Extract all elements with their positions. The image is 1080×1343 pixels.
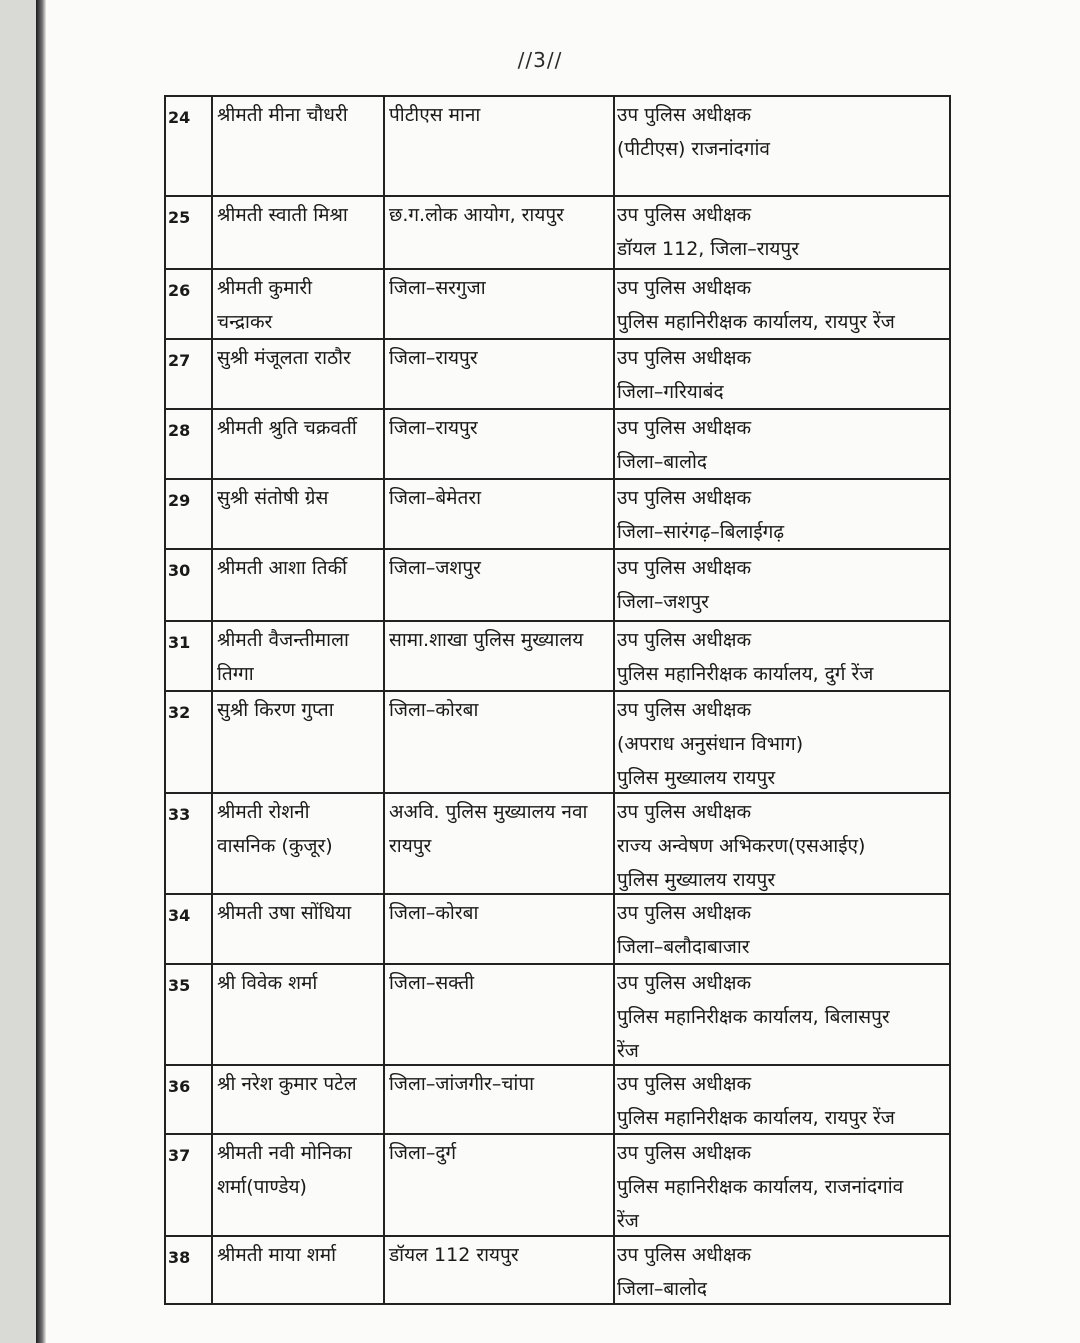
officer-name-line: श्रीमती उषा सोंधिया: [217, 902, 352, 924]
new-posting-line: उप पुलिस अधीक्षक: [617, 699, 752, 721]
new-posting: [615, 548, 950, 620]
current-posting-line: जिला–रायपुर: [389, 347, 478, 369]
current-posting-line: डॉयल 112 रायपुर: [389, 1244, 519, 1266]
current-posting: [385, 1235, 613, 1303]
table-rule: [164, 338, 951, 340]
table-rule: [164, 1064, 951, 1066]
table-row: [0, 1133, 1080, 1235]
officer-name: [213, 338, 383, 408]
serial-number: 36: [168, 1077, 191, 1096]
table-row: [0, 338, 1080, 408]
officer-name-line: शर्मा(पाण्डेय): [217, 1176, 307, 1198]
officer-name: [213, 1064, 383, 1133]
new-posting-line: उप पुलिस अधीक्षक: [617, 629, 752, 651]
officer-name: [213, 963, 383, 1064]
table-row: [0, 195, 1080, 268]
new-posting: [615, 893, 950, 963]
serial-number: 37: [168, 1146, 191, 1165]
current-posting-line: रायपुर: [389, 835, 432, 857]
table-rule: [164, 690, 951, 692]
table-column-rule: [164, 95, 166, 1305]
officer-name-line: सुश्री संतोषी ग्रेस: [217, 487, 329, 509]
new-posting-line: उप पुलिस अधीक्षक: [617, 347, 752, 369]
new-posting-line: (अपराध अनुसंधान विभाग): [617, 733, 804, 755]
new-posting-line: पुलिस महानिरीक्षक कार्यालय, रायपुर रेंज: [617, 1107, 895, 1129]
officer-name-line: श्रीमती स्वाती मिश्रा: [217, 204, 348, 226]
current-posting-line: जिला–सक्ती: [389, 972, 475, 994]
serial-number: 34: [168, 906, 191, 925]
serial-number: 24: [168, 108, 191, 127]
table-row: [0, 893, 1080, 963]
serial-number: 25: [168, 208, 191, 227]
new-posting-line: उप पुलिस अधीक्षक: [617, 1073, 752, 1095]
table-rule: [164, 963, 951, 965]
current-posting: [385, 690, 613, 792]
officer-name: [213, 1235, 383, 1303]
new-posting-line: (पीटीएस) राजनांदगांव: [617, 138, 770, 160]
officer-name-line: श्री नरेश कुमार पटेल: [217, 1073, 357, 1095]
officer-name-line: चन्द्राकर: [217, 311, 273, 333]
table-column-rule: [949, 95, 951, 1305]
current-posting-line: जिला–कोरबा: [389, 902, 479, 924]
table-row: [0, 963, 1080, 1064]
officer-name-line: वासनिक (कुजूर): [217, 835, 333, 857]
table-row: [0, 268, 1080, 338]
officer-name: [213, 620, 383, 690]
current-posting-line: सामा.शाखा पुलिस मुख्यालय: [389, 629, 584, 651]
new-posting-line: उप पुलिस अधीक्षक: [617, 1244, 752, 1266]
new-posting-line: उप पुलिस अधीक्षक: [617, 972, 752, 994]
table-row: [0, 792, 1080, 893]
new-posting-line: उप पुलिस अधीक्षक: [617, 902, 752, 924]
officer-name-line: श्रीमती कुमारी: [217, 277, 313, 299]
new-posting: [615, 1064, 950, 1133]
new-posting-line: पुलिस मुख्यालय रायपुर: [617, 767, 776, 789]
officer-name-line: श्रीमती आशा तिर्की: [217, 557, 348, 579]
current-posting: [385, 893, 613, 963]
officer-name-line: श्रीमती माया शर्मा: [217, 1244, 336, 1266]
serial-number: 27: [168, 351, 191, 370]
table-rule: [164, 1133, 951, 1135]
serial-number: 35: [168, 976, 191, 995]
current-posting-line: जिला–जशपुर: [389, 557, 481, 579]
serial-number: 30: [168, 561, 191, 580]
new-posting: [615, 1133, 950, 1235]
current-posting: [385, 620, 613, 690]
new-posting: [615, 478, 950, 548]
table-rule: [164, 478, 951, 480]
table-column-rule: [211, 95, 213, 1305]
new-posting-line: पुलिस महानिरीक्षक कार्यालय, राजनांदगांव: [617, 1176, 904, 1198]
current-posting: [385, 268, 613, 338]
officer-name: [213, 893, 383, 963]
table-row: [0, 1064, 1080, 1133]
new-posting-line: पुलिस महानिरीक्षक कार्यालय, रायपुर रेंज: [617, 311, 895, 333]
officer-name: [213, 408, 383, 478]
new-posting-line: राज्य अन्वेषण अभिकरण(एसआईए): [617, 835, 866, 857]
table-rule: [164, 408, 951, 410]
current-posting: [385, 95, 613, 195]
table-rule: [164, 548, 951, 550]
serial-number: 28: [168, 421, 191, 440]
table-rule: [164, 1235, 951, 1237]
current-posting: [385, 548, 613, 620]
new-posting-line: रेंज: [617, 1210, 639, 1232]
new-posting-line: पुलिस महानिरीक्षक कार्यालय, बिलासपुर: [617, 1006, 890, 1028]
table-rule: [164, 95, 951, 97]
page-number: //3//: [517, 48, 563, 72]
officer-name: [213, 690, 383, 792]
new-posting: [615, 963, 950, 1064]
current-posting-line: अअवि. पुलिस मुख्यालय नवा: [389, 801, 588, 823]
current-posting-line: जिला–दुर्ग: [389, 1142, 457, 1164]
new-posting: [615, 690, 950, 792]
table-rule: [164, 893, 951, 895]
officer-name: [213, 95, 383, 195]
officer-name-line: तिग्गा: [217, 663, 254, 685]
serial-number: 29: [168, 491, 191, 510]
serial-number: 26: [168, 281, 191, 300]
table-rule: [164, 792, 951, 794]
new-posting-line: जिला–जशपुर: [617, 591, 709, 613]
new-posting: [615, 1235, 950, 1303]
table-rule: [164, 268, 951, 270]
new-posting-line: रेंज: [617, 1040, 639, 1062]
table-row: [0, 408, 1080, 478]
officer-name-line: सुश्री मंजूलता राठौर: [217, 347, 351, 369]
new-posting-line: जिला–बलौदाबाजार: [617, 936, 750, 958]
new-posting-line: जिला–बालोद: [617, 451, 707, 473]
officer-name: [213, 478, 383, 548]
officer-name-line: श्री विवेक शर्मा: [217, 972, 318, 994]
new-posting: [615, 620, 950, 690]
current-posting: [385, 338, 613, 408]
serial-number: 38: [168, 1248, 191, 1267]
table-column-rule: [613, 95, 615, 1305]
officer-name-line: श्रीमती रोशनी: [217, 801, 310, 823]
current-posting: [385, 195, 613, 268]
table-rule: [164, 1303, 951, 1305]
table-row: [0, 478, 1080, 548]
new-posting-line: डॉयल 112, जिला–रायपुर: [617, 238, 799, 260]
table-row: [0, 548, 1080, 620]
officer-name-line: श्रीमती मीना चौधरी: [217, 104, 348, 126]
officer-name: [213, 792, 383, 893]
current-posting: [385, 408, 613, 478]
serial-number: 32: [168, 703, 191, 722]
officer-name-line: श्रीमती श्रुति चक्रवर्ती: [217, 417, 357, 439]
officer-name-line: सुश्री किरण गुप्ता: [217, 699, 334, 721]
new-posting-line: उप पुलिस अधीक्षक: [617, 557, 752, 579]
table-rule: [164, 195, 951, 197]
officer-name-line: श्रीमती वैजन्तीमाला: [217, 629, 349, 651]
new-posting: [615, 408, 950, 478]
new-posting-line: उप पुलिस अधीक्षक: [617, 204, 752, 226]
current-posting-line: छ.ग.लोक आयोग, रायपुर: [389, 204, 564, 226]
new-posting-line: उप पुलिस अधीक्षक: [617, 487, 752, 509]
new-posting: [615, 95, 950, 195]
new-posting-line: पुलिस मुख्यालय रायपुर: [617, 869, 776, 891]
new-posting-line: उप पुलिस अधीक्षक: [617, 1142, 752, 1164]
new-posting-line: पुलिस महानिरीक्षक कार्यालय, दुर्ग रेंज: [617, 663, 874, 685]
current-posting-line: जिला–जांजगीर–चांपा: [389, 1073, 535, 1095]
new-posting-line: उप पुलिस अधीक्षक: [617, 417, 752, 439]
officer-name-line: श्रीमती नवी मोनिका: [217, 1142, 352, 1164]
current-posting-line: जिला–बेमेतरा: [389, 487, 482, 509]
current-posting: [385, 963, 613, 1064]
new-posting-line: उप पुलिस अधीक्षक: [617, 801, 752, 823]
current-posting: [385, 792, 613, 893]
new-posting: [615, 792, 950, 893]
new-posting-line: उप पुलिस अधीक्षक: [617, 104, 752, 126]
officer-name: [213, 548, 383, 620]
serial-number: 31: [168, 633, 191, 652]
table-row: [0, 95, 1080, 195]
table-row: [0, 690, 1080, 792]
new-posting-line: जिला–बालोद: [617, 1278, 707, 1300]
table-rule: [164, 620, 951, 622]
new-posting: [615, 195, 950, 268]
table-row: [0, 620, 1080, 690]
table-row: [0, 1235, 1080, 1303]
current-posting-line: जिला–रायपुर: [389, 417, 478, 439]
current-posting-line: जिला–कोरबा: [389, 699, 479, 721]
table-column-rule: [383, 95, 385, 1305]
new-posting: [615, 338, 950, 408]
new-posting-line: जिला–सारंगढ़–बिलाईगढ़: [617, 521, 785, 543]
new-posting: [615, 268, 950, 338]
current-posting-line: जिला–सरगुजा: [389, 277, 486, 299]
new-posting-line: उप पुलिस अधीक्षक: [617, 277, 752, 299]
new-posting-line: जिला–गरियाबंद: [617, 381, 724, 403]
officer-name: [213, 195, 383, 268]
current-posting: [385, 1064, 613, 1133]
officer-name: [213, 268, 383, 338]
current-posting: [385, 478, 613, 548]
officer-name: [213, 1133, 383, 1235]
current-posting-line: पीटीएस माना: [389, 104, 481, 126]
current-posting: [385, 1133, 613, 1235]
serial-number: 33: [168, 805, 191, 824]
